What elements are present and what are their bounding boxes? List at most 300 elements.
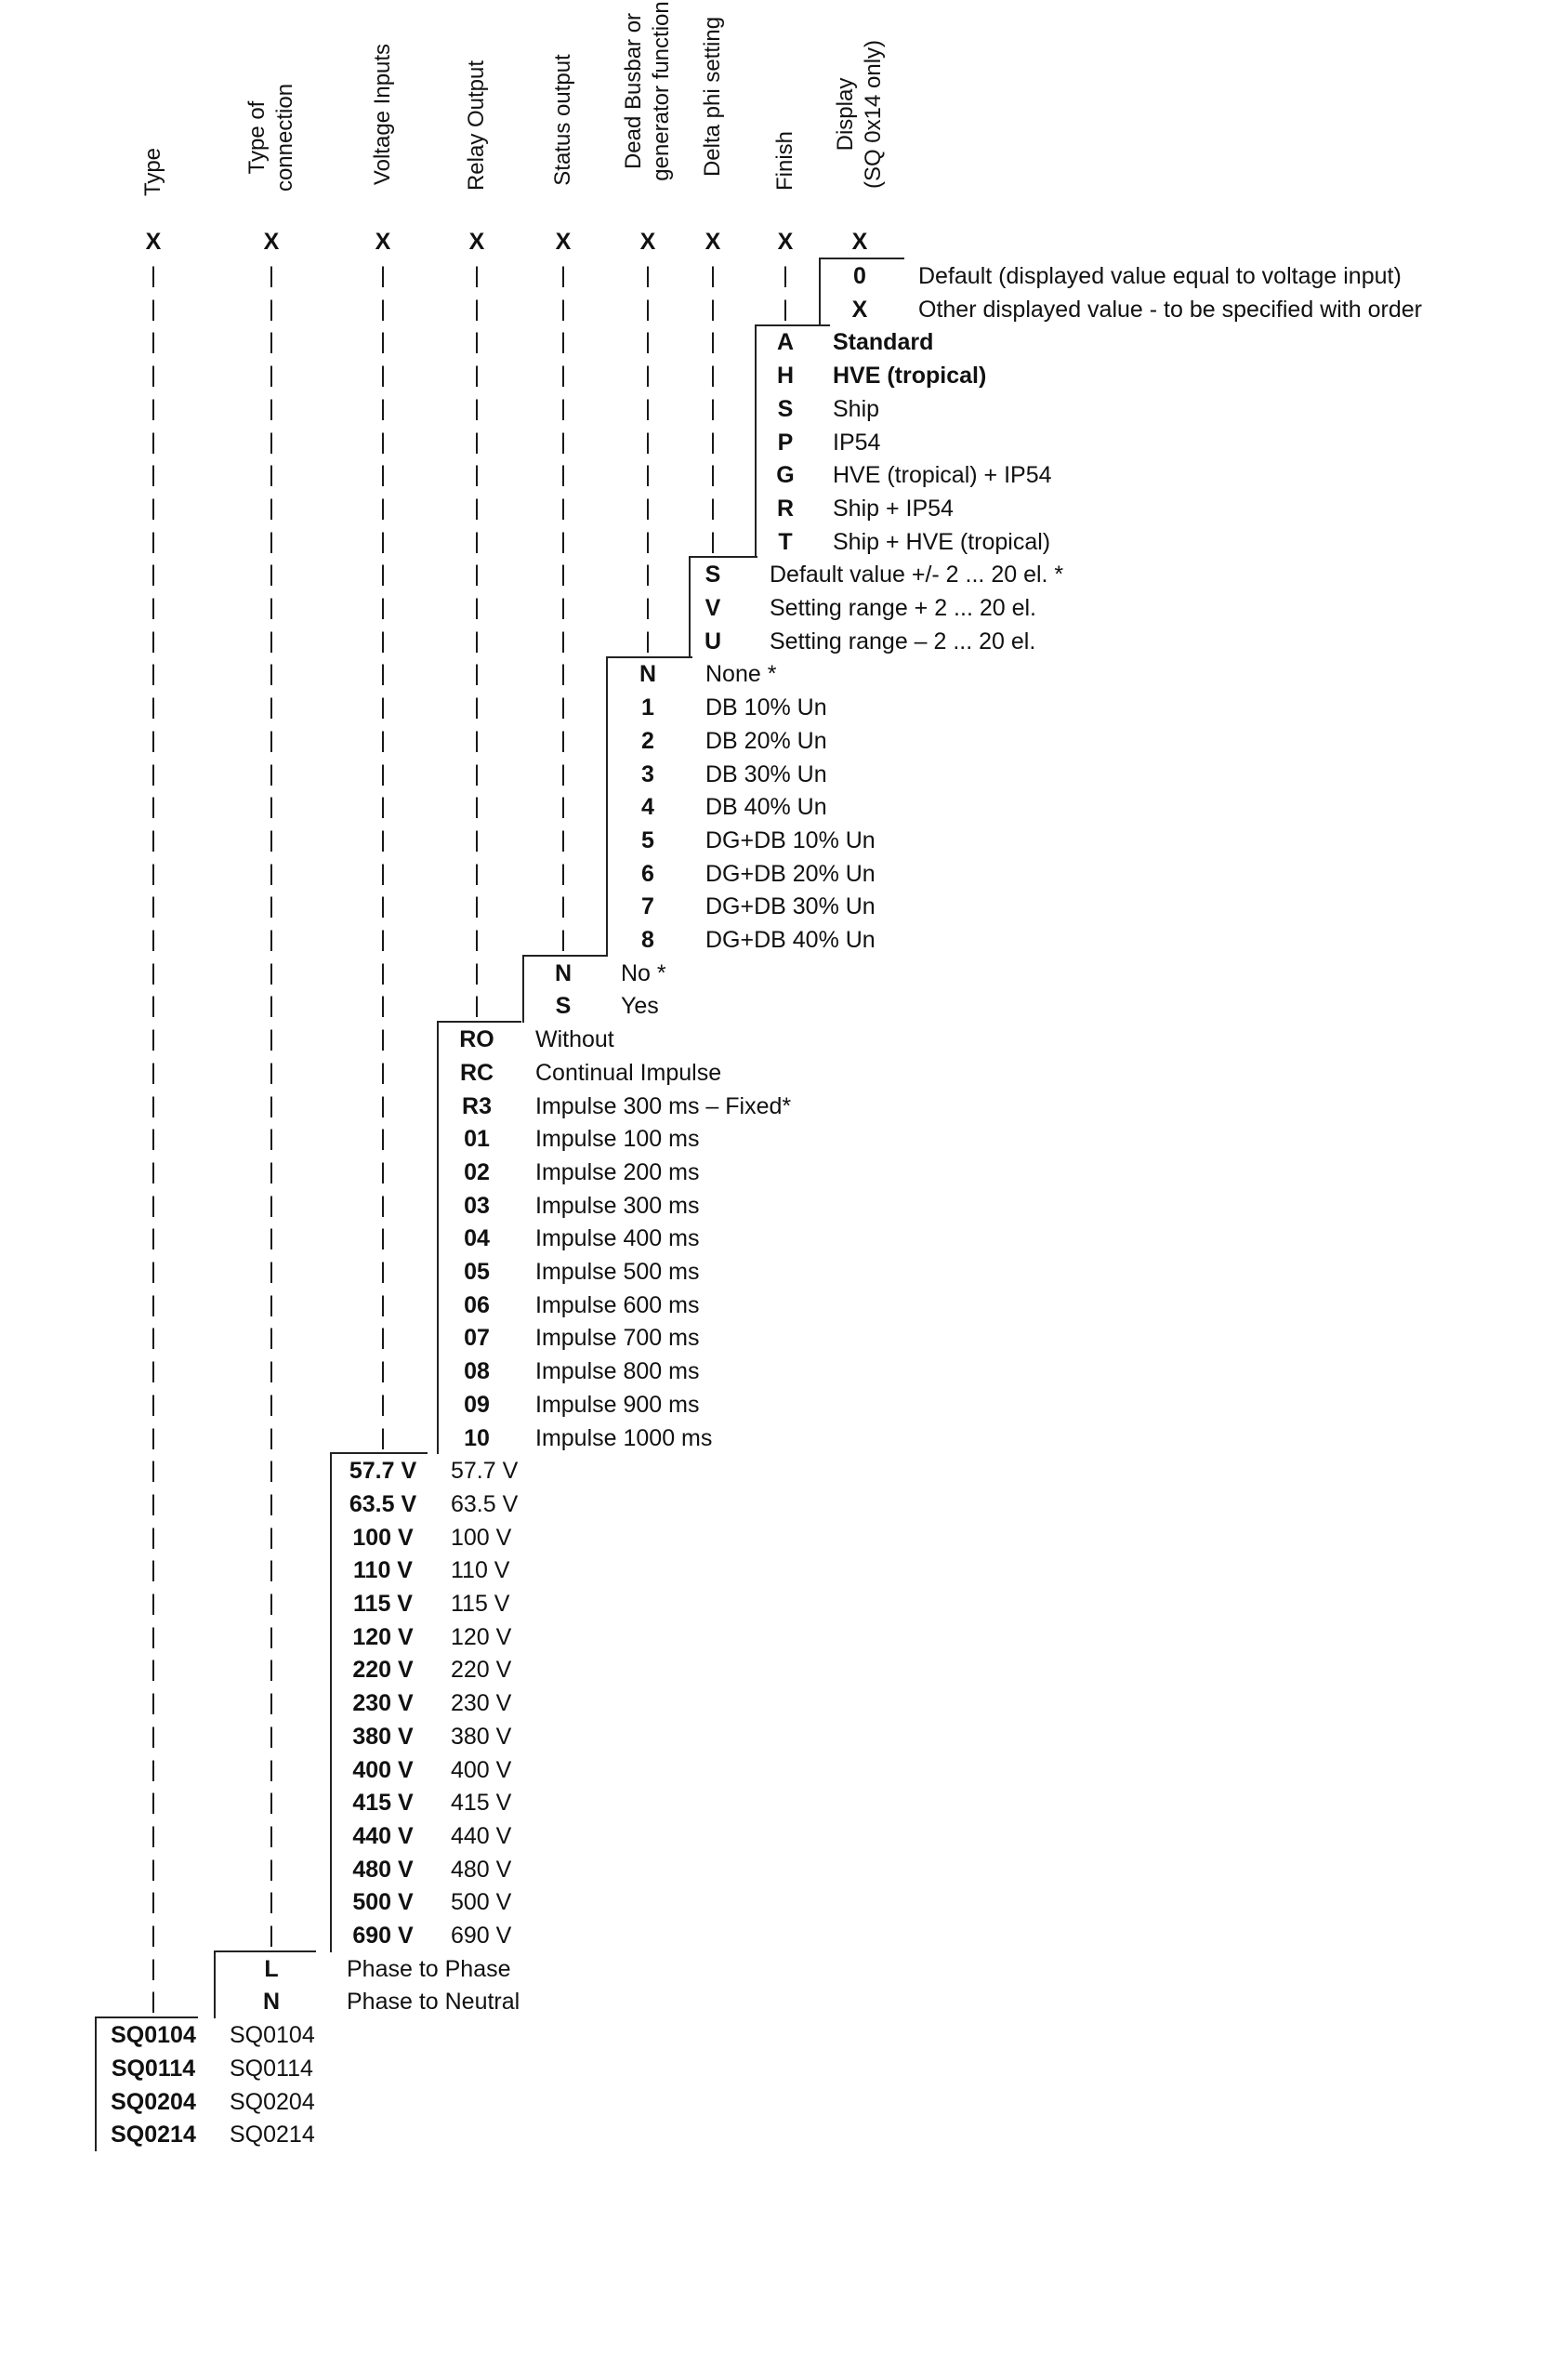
connector-bar-status: |: [560, 495, 567, 521]
step-edge-status: [522, 955, 524, 1023]
option-code-deltaphi: V: [705, 595, 721, 621]
connector-bar-connection: |: [268, 1723, 275, 1749]
option-desc-deadbus: DB 10% Un: [705, 694, 827, 721]
connector-bar-voltage: |: [379, 1092, 387, 1118]
option-desc-deadbus: DB 20% Un: [705, 727, 827, 754]
column-header-finish: [771, 130, 799, 190]
connector-bar-relay: |: [473, 694, 481, 721]
connector-bar-type: |: [150, 263, 157, 288]
connector-bar-type: |: [150, 1989, 157, 2015]
connector-bar-status: |: [560, 395, 567, 421]
connector-bar-deadbus: |: [644, 395, 652, 421]
connector-bar-finish: |: [782, 263, 789, 288]
connector-bar-connection: |: [268, 595, 275, 620]
connector-bar-connection: |: [268, 1657, 275, 1683]
connector-bar-type: |: [150, 429, 157, 455]
option-code-voltage: 57.7 V: [349, 1458, 417, 1485]
option-desc-relay: Impulse 600 ms: [535, 1291, 700, 1318]
connector-bar-type: |: [150, 1259, 157, 1284]
connector-bar-connection: |: [268, 1690, 275, 1716]
option-code-relay: 03: [464, 1192, 490, 1219]
option-code-finish: R: [776, 495, 795, 522]
option-desc-voltage: 480 V: [451, 1856, 512, 1883]
connector-bar-type: |: [150, 760, 157, 787]
connector-bar-connection: |: [268, 860, 275, 886]
connector-bar-relay: |: [473, 562, 481, 588]
connector-bar-connection: |: [268, 1822, 275, 1848]
option-code-voltage: 440 V: [352, 1822, 414, 1849]
connector-bar-voltage: |: [379, 462, 387, 488]
connector-bar-voltage: |: [379, 1424, 387, 1450]
connector-bar-status: |: [560, 760, 567, 787]
option-desc-voltage: 110 V: [451, 1557, 510, 1584]
connector-bar-type: |: [150, 993, 157, 1019]
option-desc-voltage: 100 V: [451, 1524, 512, 1551]
placeholder-deltaphi: X: [705, 229, 721, 255]
connector-bar-status: |: [560, 296, 567, 322]
placeholder-display: X: [851, 229, 868, 255]
option-code-voltage: 400 V: [352, 1756, 414, 1783]
option-code-deadbus: 6: [641, 860, 654, 887]
connector-bar-voltage: |: [379, 860, 387, 886]
connector-bar-connection: |: [268, 363, 275, 389]
connector-bar-connection: |: [268, 429, 275, 455]
connector-bar-connection: |: [268, 1524, 275, 1550]
connector-bar-deadbus: |: [644, 495, 652, 521]
column-header-voltage: [369, 43, 397, 184]
connector-bar-voltage: |: [379, 826, 387, 853]
option-desc-voltage: 415 V: [451, 1790, 512, 1817]
column-header-line: Finish: [772, 130, 797, 191]
connector-bar-connection: |: [268, 528, 275, 554]
connector-bar-voltage: |: [379, 562, 387, 588]
connector-bar-status: |: [560, 794, 567, 820]
option-desc-relay: Without: [535, 1026, 614, 1053]
placeholder-connection: X: [263, 229, 280, 255]
connector-bar-type: |: [150, 1291, 157, 1317]
option-code-deadbus: 5: [641, 826, 654, 853]
column-header-line: Dead Busbar or: [621, 12, 646, 169]
connector-bar-voltage: |: [379, 959, 387, 985]
connector-bar-status: |: [560, 363, 567, 389]
connector-bar-type: |: [150, 694, 157, 721]
placeholder-finish: X: [777, 229, 794, 255]
option-code-status: S: [555, 993, 572, 1020]
connector-bar-connection: |: [268, 1358, 275, 1384]
connector-bar-status: |: [560, 528, 567, 554]
connector-bar-deltaphi: |: [709, 462, 717, 488]
connector-bar-status: |: [560, 628, 567, 654]
option-code-voltage: 500 V: [352, 1889, 414, 1916]
connector-bar-type: |: [150, 562, 157, 588]
option-code-deadbus: 7: [641, 893, 654, 920]
connector-bar-type: |: [150, 329, 157, 355]
connector-bar-voltage: |: [379, 628, 387, 654]
connector-bar-voltage: |: [379, 694, 387, 721]
connector-bar-type: |: [150, 1490, 157, 1516]
connector-bar-connection: |: [268, 263, 275, 288]
connector-bar-voltage: |: [379, 1291, 387, 1317]
connector-bar-voltage: |: [379, 1325, 387, 1351]
connector-bar-connection: |: [268, 1490, 275, 1516]
option-code-deadbus: 8: [641, 927, 654, 953]
option-code-finish: G: [776, 462, 795, 489]
option-code-deadbus: N: [639, 661, 657, 688]
connector-bar-voltage: |: [379, 1059, 387, 1085]
connector-bar-type: |: [150, 1192, 157, 1218]
column-header-line: Status output: [550, 54, 575, 186]
connector-bar-connection: |: [268, 1059, 275, 1085]
connector-bar-deltaphi: |: [709, 528, 717, 554]
option-code-voltage: 120 V: [352, 1623, 414, 1650]
column-header-deltaphi: [699, 17, 727, 177]
step-line-deadbus: [606, 656, 692, 658]
option-desc-deadbus: DG+DB 20% Un: [705, 860, 876, 887]
option-code-deadbus: 1: [641, 694, 654, 721]
connector-bar-relay: |: [473, 661, 481, 687]
connector-bar-type: |: [150, 1458, 157, 1484]
connector-bar-type: |: [150, 1623, 157, 1649]
option-desc-deltaphi: Default value +/- 2 ... 20 el. *: [770, 562, 1064, 588]
column-header-relay: [463, 60, 491, 191]
connector-bar-type: |: [150, 794, 157, 820]
connector-bar-voltage: |: [379, 395, 387, 421]
step-edge-display: [819, 258, 821, 325]
connector-bar-connection: |: [268, 462, 275, 488]
option-code-display: 0: [853, 263, 866, 289]
connector-bar-type: |: [150, 628, 157, 654]
connector-bar-type: |: [150, 826, 157, 853]
connector-bar-relay: |: [473, 595, 481, 620]
connector-bar-type: |: [150, 1325, 157, 1351]
connector-bar-voltage: |: [379, 760, 387, 787]
connector-bar-connection: |: [268, 628, 275, 654]
connector-bar-connection: |: [268, 562, 275, 588]
option-desc-display: Default (displayed value equal to voltage input): [918, 263, 1402, 289]
option-code-voltage: 380 V: [352, 1723, 414, 1750]
connector-bar-relay: |: [473, 927, 481, 952]
connector-bar-connection: |: [268, 1756, 275, 1782]
column-header-connection: [244, 83, 299, 191]
connector-bar-status: |: [560, 429, 567, 455]
step-line-relay: [437, 1021, 521, 1023]
column-header-status: [549, 54, 577, 185]
connector-bar-type: |: [150, 1856, 157, 1882]
connector-bar-connection: |: [268, 760, 275, 787]
connector-bar-type: |: [150, 1690, 157, 1716]
placeholder-status: X: [555, 229, 572, 255]
connector-bar-status: |: [560, 661, 567, 687]
option-code-deltaphi: U: [704, 628, 722, 654]
connector-bar-relay: |: [473, 860, 481, 886]
step-line-connection: [214, 1950, 316, 1952]
connector-bar-type: |: [150, 1059, 157, 1085]
option-code-type: SQ0114: [111, 2055, 196, 2082]
option-desc-deadbus: None *: [705, 661, 777, 688]
step-edge-connection: [214, 1950, 216, 2018]
connector-bar-connection: |: [268, 1158, 275, 1184]
connector-bar-connection: |: [268, 1557, 275, 1583]
option-code-voltage: 480 V: [352, 1856, 414, 1883]
connector-bar-connection: |: [268, 893, 275, 919]
column-header-line: generator function: [649, 0, 674, 181]
option-desc-relay: Impulse 800 ms: [535, 1358, 700, 1385]
connector-bar-type: |: [150, 1026, 157, 1052]
connector-bar-voltage: |: [379, 1192, 387, 1218]
connector-bar-connection: |: [268, 1291, 275, 1317]
column-header-line: Voltage Inputs: [370, 43, 395, 185]
connector-bar-deltaphi: |: [709, 495, 717, 521]
connector-bar-deltaphi: |: [709, 429, 717, 455]
connector-bar-type: |: [150, 495, 157, 521]
step-line-display: [819, 258, 904, 259]
option-desc-connection: Phase to Phase: [347, 1955, 511, 1982]
connector-bar-connection: |: [268, 1856, 275, 1882]
connector-bar-status: |: [560, 562, 567, 588]
connector-bar-connection: |: [268, 1790, 275, 1816]
connector-bar-relay: |: [473, 429, 481, 455]
option-desc-type: SQ0204: [230, 2088, 315, 2115]
column-header-line: connection: [272, 83, 297, 192]
option-code-finish: H: [776, 363, 795, 390]
option-code-deltaphi: S: [705, 562, 721, 588]
option-desc-finish: Ship: [833, 395, 880, 422]
connector-bar-relay: |: [473, 528, 481, 554]
option-desc-deadbus: DB 30% Un: [705, 760, 827, 787]
connector-bar-deltaphi: |: [709, 329, 717, 355]
connector-bar-deltaphi: |: [709, 263, 717, 288]
connector-bar-deadbus: |: [644, 329, 652, 355]
placeholder-voltage: X: [375, 229, 391, 255]
option-code-finish: P: [777, 429, 794, 456]
option-code-relay: 07: [464, 1325, 490, 1352]
option-code-voltage: 115 V: [353, 1591, 413, 1617]
option-desc-relay: Impulse 300 ms: [535, 1192, 700, 1219]
column-header-line: Relay Output: [464, 60, 489, 192]
connector-bar-type: |: [150, 1723, 157, 1749]
connector-bar-relay: |: [473, 628, 481, 654]
connector-bar-deadbus: |: [644, 595, 652, 620]
connector-bar-status: |: [560, 329, 567, 355]
connector-bar-connection: |: [268, 1192, 275, 1218]
connector-bar-voltage: |: [379, 263, 387, 288]
option-code-relay: 10: [464, 1424, 490, 1451]
option-code-relay: RO: [459, 1026, 494, 1053]
step-edge-finish: [755, 324, 757, 559]
step-edge-voltage: [330, 1452, 332, 1952]
option-desc-voltage: 380 V: [451, 1723, 512, 1750]
connector-bar-type: |: [150, 927, 157, 952]
option-desc-finish: IP54: [833, 429, 881, 456]
option-desc-relay: Impulse 100 ms: [535, 1126, 700, 1153]
option-code-relay: 06: [464, 1291, 490, 1318]
connector-bar-type: |: [150, 860, 157, 886]
option-code-relay: 09: [464, 1391, 490, 1418]
option-code-display: X: [851, 296, 868, 323]
connector-bar-voltage: |: [379, 893, 387, 919]
option-desc-voltage: 230 V: [451, 1690, 512, 1717]
option-desc-relay: Impulse 500 ms: [535, 1259, 700, 1285]
option-desc-deadbus: DG+DB 10% Un: [705, 826, 876, 853]
step-line-type: [95, 2016, 198, 2018]
connector-bar-connection: |: [268, 1424, 275, 1450]
connector-bar-connection: |: [268, 661, 275, 687]
connector-bar-type: |: [150, 1092, 157, 1118]
connector-bar-connection: |: [268, 1325, 275, 1351]
option-desc-relay: Impulse 300 ms – Fixed*: [535, 1092, 792, 1119]
connector-bar-type: |: [150, 296, 157, 322]
connector-bar-deltaphi: |: [709, 395, 717, 421]
connector-bar-type: |: [150, 1126, 157, 1152]
option-code-type: SQ0104: [111, 2022, 196, 2049]
connector-bar-voltage: |: [379, 993, 387, 1019]
connector-bar-connection: |: [268, 1458, 275, 1484]
option-desc-relay: Impulse 900 ms: [535, 1391, 700, 1418]
connector-bar-type: |: [150, 462, 157, 488]
connector-bar-connection: |: [268, 495, 275, 521]
connector-bar-type: |: [150, 959, 157, 985]
connector-bar-voltage: |: [379, 794, 387, 820]
option-code-deadbus: 2: [641, 727, 654, 754]
option-desc-voltage: 63.5 V: [451, 1490, 519, 1517]
connector-bar-type: |: [150, 1424, 157, 1450]
column-header-line: Display: [833, 77, 858, 151]
option-code-finish: T: [778, 528, 793, 555]
option-desc-finish: Ship + HVE (tropical): [833, 528, 1051, 555]
connector-bar-relay: |: [473, 462, 481, 488]
column-header-line: Type: [140, 147, 165, 197]
connector-bar-type: |: [150, 1657, 157, 1683]
option-desc-status: Yes: [621, 993, 659, 1020]
option-desc-relay: Impulse 700 ms: [535, 1325, 700, 1352]
connector-bar-voltage: |: [379, 661, 387, 687]
option-code-connection: N: [262, 1989, 281, 2016]
connector-bar-relay: |: [473, 395, 481, 421]
step-edge-deadbus: [606, 656, 608, 957]
option-code-finish: S: [777, 395, 794, 422]
option-code-voltage: 100 V: [352, 1524, 414, 1551]
step-line-status: [522, 955, 608, 957]
option-desc-type: SQ0104: [230, 2022, 315, 2049]
connector-bar-relay: |: [473, 296, 481, 322]
option-code-voltage: 415 V: [352, 1790, 414, 1817]
option-code-status: N: [554, 959, 573, 986]
option-desc-deadbus: DG+DB 40% Un: [705, 927, 876, 953]
connector-bar-relay: |: [473, 263, 481, 288]
connector-bar-voltage: |: [379, 429, 387, 455]
connector-bar-deadbus: |: [644, 562, 652, 588]
connector-bar-type: |: [150, 1358, 157, 1384]
option-desc-deltaphi: Setting range – 2 ... 20 el.: [770, 628, 1036, 654]
connector-bar-voltage: |: [379, 1126, 387, 1152]
option-code-connection: L: [264, 1955, 279, 1982]
connector-bar-voltage: |: [379, 528, 387, 554]
option-desc-type: SQ0114: [230, 2055, 313, 2082]
connector-bar-status: |: [560, 694, 567, 721]
connector-bar-status: |: [560, 893, 567, 919]
connector-bar-type: |: [150, 1923, 157, 1948]
connector-bar-deadbus: |: [644, 363, 652, 389]
option-code-voltage: 220 V: [352, 1657, 414, 1684]
connector-bar-connection: |: [268, 296, 275, 322]
connector-bar-connection: |: [268, 993, 275, 1019]
step-edge-deltaphi: [689, 556, 691, 657]
connector-bar-relay: |: [473, 760, 481, 787]
connector-bar-relay: |: [473, 993, 481, 1019]
option-code-relay: 04: [464, 1225, 490, 1252]
connector-bar-type: |: [150, 1591, 157, 1616]
connector-bar-connection: |: [268, 1225, 275, 1251]
connector-bar-voltage: |: [379, 1358, 387, 1384]
column-header-display: [832, 39, 888, 188]
connector-bar-status: |: [560, 595, 567, 620]
connector-bar-relay: |: [473, 794, 481, 820]
connector-bar-status: |: [560, 826, 567, 853]
connector-bar-status: |: [560, 263, 567, 288]
connector-bar-type: |: [150, 595, 157, 620]
connector-bar-connection: |: [268, 1026, 275, 1052]
connector-bar-type: |: [150, 893, 157, 919]
option-desc-deadbus: DB 40% Un: [705, 794, 827, 821]
connector-bar-type: |: [150, 1889, 157, 1915]
connector-bar-type: |: [150, 1524, 157, 1550]
connector-bar-type: |: [150, 1756, 157, 1782]
connector-bar-type: |: [150, 395, 157, 421]
connector-bar-relay: |: [473, 959, 481, 985]
connector-bar-connection: |: [268, 1591, 275, 1616]
connector-bar-deltaphi: |: [709, 296, 717, 322]
connector-bar-type: |: [150, 1557, 157, 1583]
connector-bar-deadbus: |: [644, 528, 652, 554]
column-header-line: (SQ 0x14 only): [861, 39, 886, 189]
connector-bar-type: |: [150, 363, 157, 389]
connector-bar-deadbus: |: [644, 462, 652, 488]
connector-bar-finish: |: [782, 296, 789, 322]
connector-bar-deadbus: |: [644, 429, 652, 455]
option-desc-voltage: 220 V: [451, 1657, 512, 1684]
option-code-voltage: 110 V: [353, 1557, 413, 1584]
column-header-line: Type of: [244, 100, 270, 174]
option-desc-voltage: 400 V: [451, 1756, 512, 1783]
connector-bar-deadbus: |: [644, 296, 652, 322]
step-line-deltaphi: [689, 556, 757, 558]
option-desc-voltage: 690 V: [451, 1923, 512, 1949]
column-header-deadbus: [620, 1, 676, 180]
step-line-finish: [755, 324, 830, 326]
option-desc-voltage: 57.7 V: [451, 1458, 519, 1485]
connector-bar-connection: |: [268, 395, 275, 421]
option-desc-voltage: 440 V: [451, 1822, 512, 1849]
option-desc-relay: Impulse 400 ms: [535, 1225, 700, 1252]
option-desc-finish: HVE (tropical): [833, 363, 987, 390]
connector-bar-connection: |: [268, 1126, 275, 1152]
connector-bar-status: |: [560, 860, 567, 886]
step-line-voltage: [330, 1452, 428, 1454]
connector-bar-type: |: [150, 1955, 157, 1981]
connector-bar-relay: |: [473, 363, 481, 389]
option-code-type: SQ0204: [111, 2088, 196, 2115]
option-desc-relay: Continual Impulse: [535, 1059, 722, 1086]
connector-bar-relay: |: [473, 893, 481, 919]
option-desc-relay: Impulse 200 ms: [535, 1158, 700, 1185]
option-desc-finish: Ship + IP54: [833, 495, 954, 522]
option-code-voltage: 230 V: [352, 1690, 414, 1717]
option-code-deadbus: 4: [641, 794, 654, 821]
connector-bar-type: |: [150, 1822, 157, 1848]
option-desc-display: Other displayed value - to be specified with order: [918, 296, 1422, 323]
placeholder-type: X: [145, 229, 162, 255]
option-desc-voltage: 500 V: [451, 1889, 512, 1916]
